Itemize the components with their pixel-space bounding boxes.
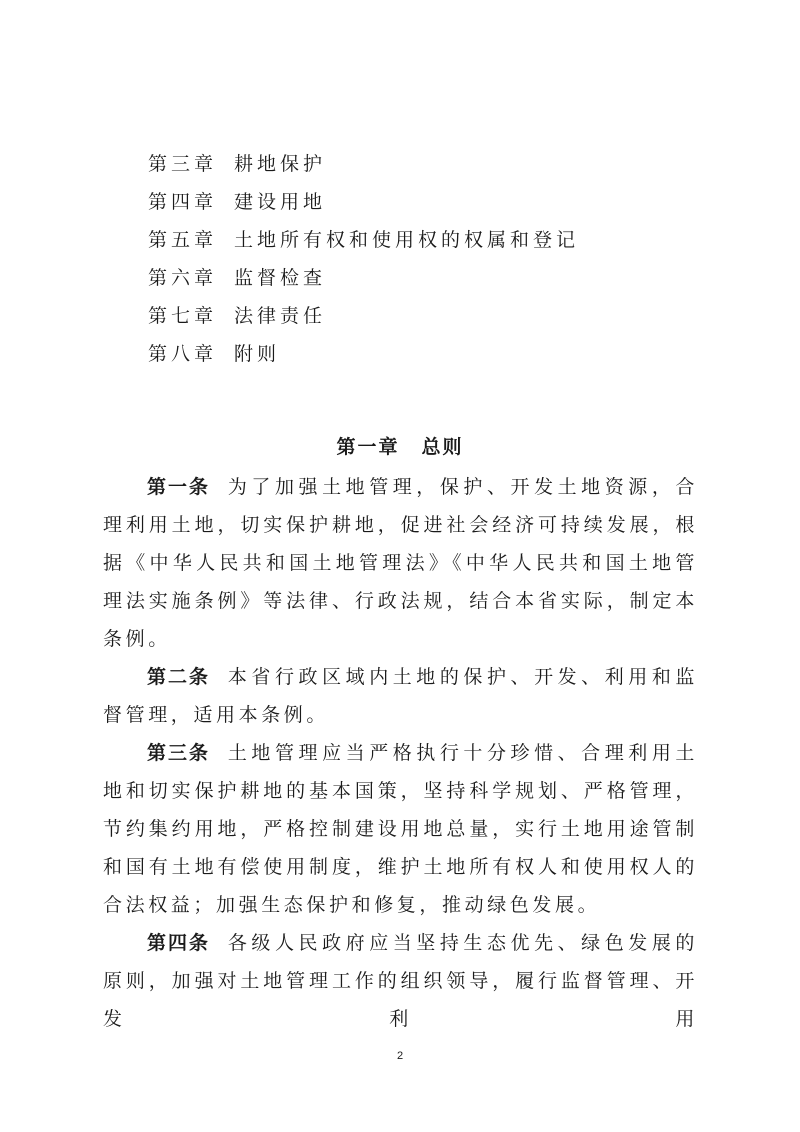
- article-paragraph: [103, 924, 698, 1038]
- toc-chapter-number: 第七章: [148, 305, 218, 327]
- page-number: 2: [396, 1050, 404, 1062]
- article-text: 各级人民政府应当坚持生态优先、绿色发展的原则，加强对土地管理工作的组织领导，履行监督管理、开发利用: [103, 932, 698, 1030]
- toc-chapter-number: 第六章: [148, 267, 218, 289]
- toc-chapter-number: 第三章: [148, 153, 218, 175]
- article-text: 本省行政区域内土地的保护、开发、利用和监督管理，适用本条例。: [103, 666, 698, 726]
- article-paragraph: [103, 734, 698, 924]
- toc-item: [148, 335, 579, 373]
- article-text: 土地管理应当严格执行十分珍惜、合理利用土地和切实保护耕地的基本国策，坚持科学规划、严格管理，节约集约用地，严格控制建设用地总量，实行土地用途管制和国有土地有偿使用制度，维护土地所有权人和使用权人的合法权益；加强生态保护和修复，推动绿色发展。: [103, 742, 698, 916]
- toc-chapter-number: 第八章: [148, 343, 218, 365]
- toc-chapter-number: 第四章: [148, 191, 218, 213]
- article-paragraph: [103, 468, 698, 658]
- toc-item: [148, 221, 579, 259]
- toc-chapter-title: 附则: [234, 343, 281, 365]
- chapter-heading: [0, 428, 800, 466]
- toc-item: [148, 259, 579, 297]
- toc-chapter-title: 法律责任: [234, 305, 327, 327]
- toc-item: [148, 183, 579, 221]
- article-body: [103, 468, 698, 1038]
- article-label: 第一条: [147, 476, 210, 498]
- toc-chapter-title: 监督检查: [234, 267, 327, 289]
- toc-chapter-title: 土地所有权和使用权的权属和登记: [234, 229, 580, 251]
- toc-chapter-number: 第五章: [148, 229, 218, 251]
- chapter-title: 总则: [421, 436, 464, 458]
- article-text: 为了加强土地管理，保护、开发土地资源，合理利用土地，切实保护耕地，促进社会经济可持续发展，根据《中华人民共和国土地管理法》《中华人民共和国土地管理法实施条例》等法律、行政法规，结合本省实际，制定本条例。: [103, 476, 698, 650]
- article-label: 第二条: [147, 666, 210, 688]
- toc-item: [148, 297, 579, 335]
- article-paragraph: [103, 658, 698, 734]
- table-of-contents: [148, 145, 579, 373]
- chapter-number: 第一章: [336, 436, 400, 458]
- toc-chapter-title: 耕地保护: [234, 153, 327, 175]
- article-label: 第三条: [147, 742, 210, 764]
- toc-item: [148, 145, 579, 183]
- toc-chapter-title: 建设用地: [234, 191, 327, 213]
- article-label: 第四条: [147, 932, 210, 954]
